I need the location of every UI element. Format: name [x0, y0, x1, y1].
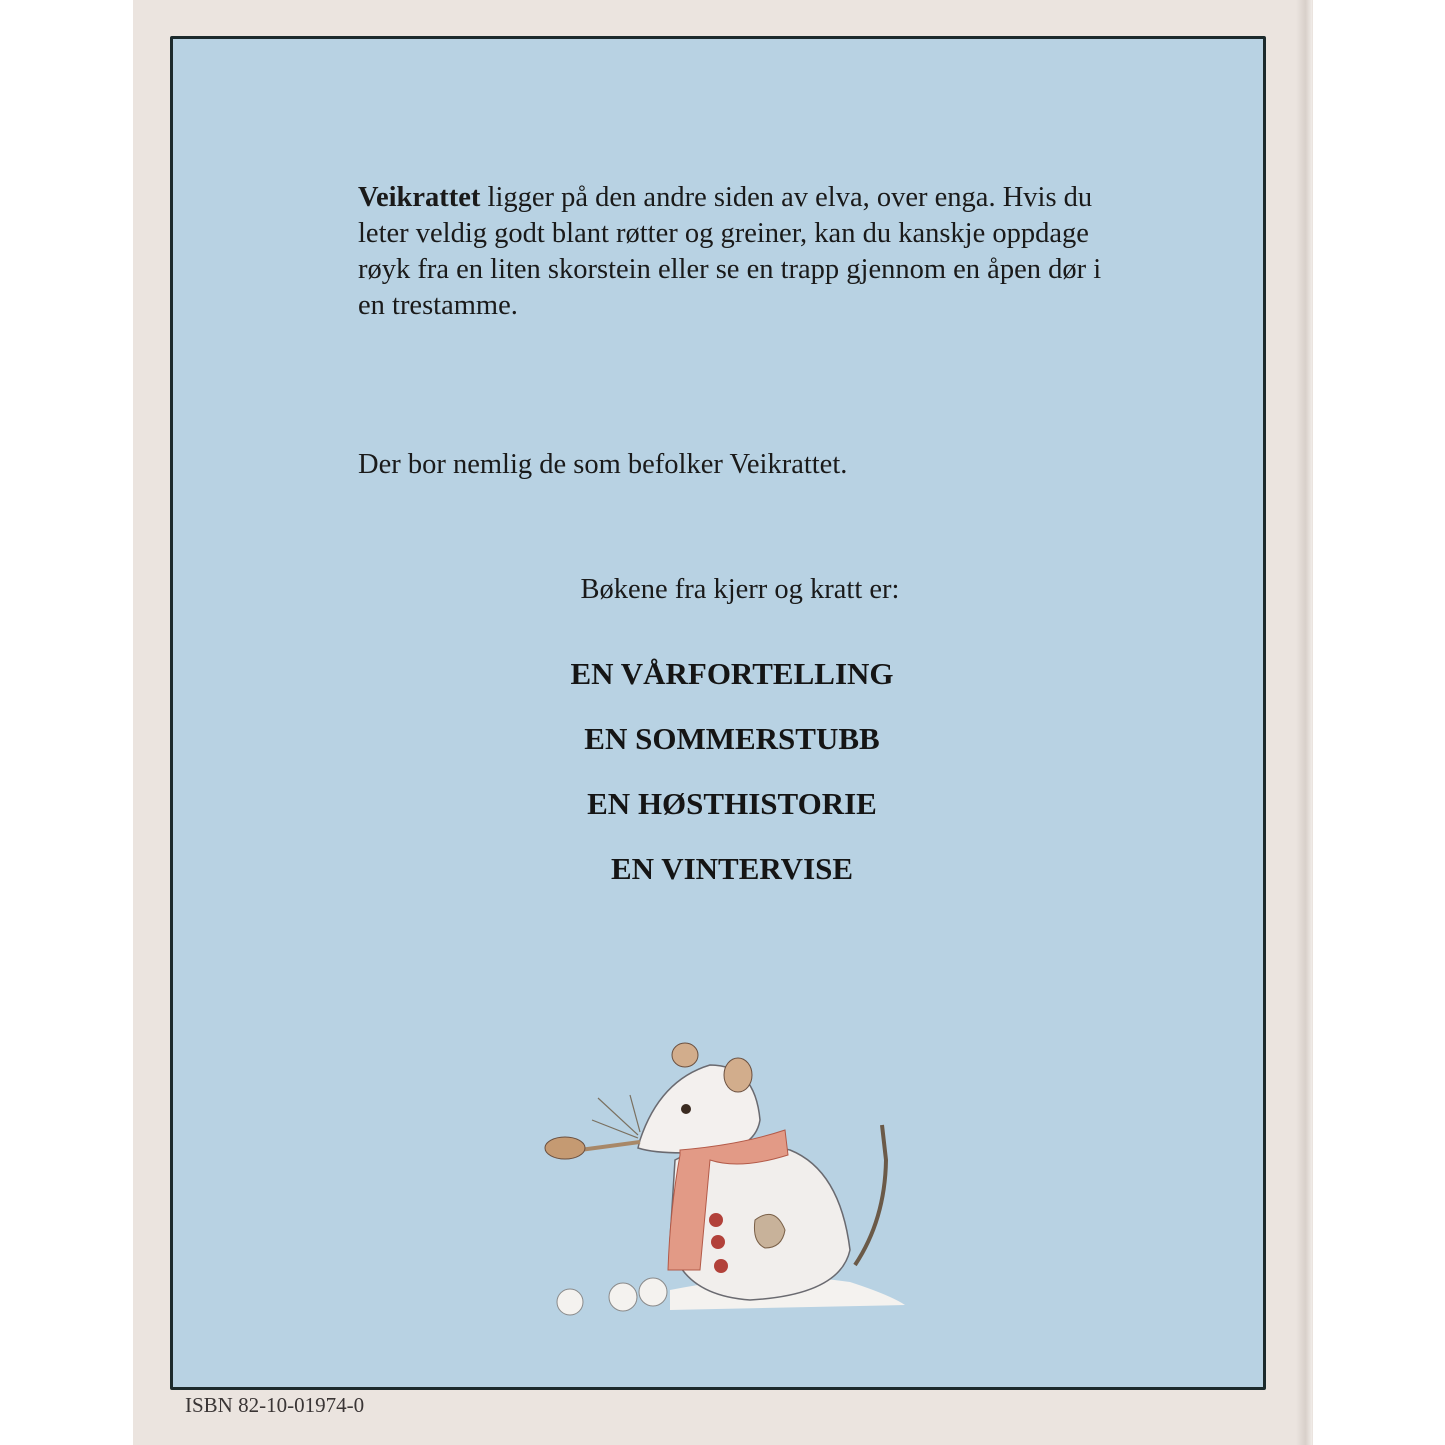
series-title: EN SOMMERSTUBB: [584, 721, 880, 756]
description-bold-lead: Veikrattet: [358, 182, 481, 213]
twig-tail: [855, 1125, 886, 1265]
isbn-number: ISBN 82-10-01974-0: [185, 1393, 365, 1417]
snow-mouse-illustration: [520, 1020, 920, 1320]
description-text: ligger på den andre siden av elva, over enga. Hvis du leter veldig godt blant røtter og greiner, kan du kanskje oppdage røyk fra en liten skorstein eller se en trapp gjennom en åpen dør i en trestamme.: [358, 182, 1102, 321]
series-title-list: [0, 654, 1445, 914]
series-intro: Bøkene fra kjerr og kratt er:: [580, 574, 900, 605]
series-title: EN VÅRFORTELLING: [570, 656, 894, 691]
series-title: EN HØSTHISTORIE: [587, 786, 877, 821]
second-paragraph: Der bor nemlig de som befolker Veikrattet.: [358, 449, 848, 480]
snowballs: [557, 1278, 667, 1315]
pipe-stem: [580, 1142, 640, 1150]
ear-right: [724, 1058, 752, 1092]
ear-left: [672, 1043, 698, 1067]
description-paragraph: [358, 180, 1118, 324]
pipe-bowl: [545, 1137, 585, 1159]
mouse-eye: [681, 1104, 691, 1114]
whiskers: [592, 1095, 640, 1138]
series-title: EN VINTERVISE: [610, 851, 854, 886]
